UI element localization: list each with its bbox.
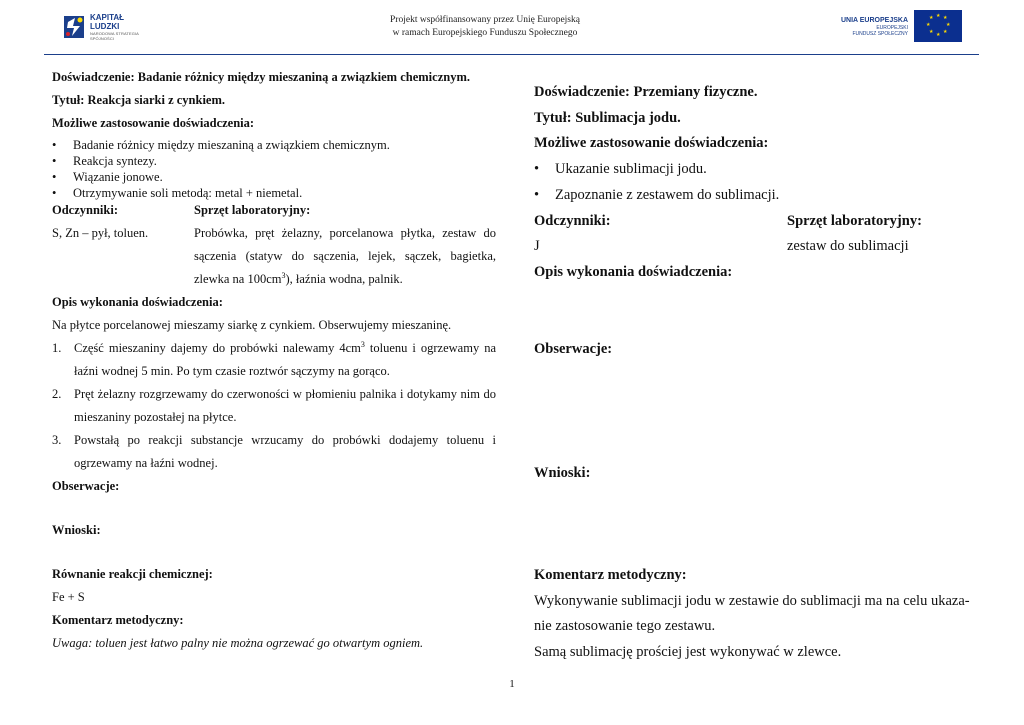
eu-flag-icon: ★ ★ ★ ★ ★ ★ ★ ★ bbox=[914, 10, 962, 42]
eu-fund-line-1: EUROPEJSKI bbox=[876, 24, 908, 31]
kapital-ludzki-star-icon bbox=[64, 14, 86, 40]
left-comment-heading: Komentarz metodyczny: bbox=[52, 613, 184, 627]
list-item: • Reakcja syntezy. bbox=[52, 153, 496, 169]
header-divider bbox=[44, 54, 979, 55]
eu-logo bbox=[841, 10, 962, 42]
kapital-ludzki-logo bbox=[64, 12, 154, 42]
left-reagents: S, Zn – pył, toluen. bbox=[52, 226, 149, 240]
right-experiment-name: Doświadczenie: Przemiany fizyczne. bbox=[534, 84, 758, 100]
right-observations-heading: Obserwacje: bbox=[534, 340, 613, 357]
header-line-2: w ramach Europejskiego Funduszu Społecznego bbox=[392, 28, 578, 38]
list-item: • Wiązanie jonowe. bbox=[52, 169, 496, 185]
header-line-1: Projekt współfinansowany przez Unię Europejską bbox=[390, 15, 580, 25]
left-equation-heading: Równanie reakcji chemicznej: bbox=[52, 567, 213, 581]
left-procedure-heading: Opis wykonania doświadczenia: bbox=[52, 295, 223, 309]
left-materials-table bbox=[52, 199, 496, 291]
list-item: • Otrzymywanie soli metodą: metal + niemetal. bbox=[52, 185, 496, 201]
page-number: 1 bbox=[509, 678, 515, 690]
left-procedure-intro: Na płytce porcelanowej mieszamy siarkę z cynkiem. Obserwujemy mieszaninę. bbox=[52, 318, 452, 332]
list-item: 3. Powstałą po reakcji substancje wrzucamy do probówki dodajemy toluenu i ogrzewamy na łaźni wodnej. bbox=[52, 433, 496, 470]
right-experiment-column bbox=[534, 80, 978, 666]
left-equation: Fe + S bbox=[52, 590, 85, 604]
list-item: 2. Pręt żelazny rozgrzewamy do czerwoności w płomieniu palnika i dotykamy nim do mieszaniny pozostałej na płytce. bbox=[52, 387, 496, 424]
page-header bbox=[0, 0, 1024, 56]
right-materials-table bbox=[534, 209, 978, 260]
right-equipment: zestaw do sublimacji bbox=[787, 238, 909, 255]
left-applications-list bbox=[52, 137, 496, 201]
list-item: • Badanie różnicy między mieszaniną a związkiem chemicznym. bbox=[52, 137, 496, 153]
right-comment-line-3: Samą sublimację prościej jest wykonywać w zlewce. bbox=[534, 644, 842, 661]
left-experiment-name: Doświadczenie: Badanie różnicy między mieszaniną a związkiem chemicznym. bbox=[52, 70, 470, 84]
left-applications-heading: Możliwe zastosowanie doświadczenia: bbox=[52, 116, 255, 130]
left-comment: Uwaga: toluen jest łatwo palny nie można ogrzewać go otwartym ogniem. bbox=[52, 636, 424, 650]
right-reagents: J bbox=[534, 238, 540, 255]
right-equipment-heading: Sprzęt laboratoryjny: bbox=[787, 212, 922, 229]
kapital-ludzki-subtitle: NARODOWA STRATEGIA SPÓJNOŚCI bbox=[90, 31, 139, 41]
right-reagents-heading: Odczynniki: bbox=[534, 212, 611, 229]
right-comment-heading: Komentarz metodyczny: bbox=[534, 567, 687, 584]
kapital-ludzki-title: KAPITAŁ LUDZKI bbox=[90, 13, 125, 31]
left-equipment: Probówka, pręt żelazny, porcelanowa płytka, zestaw do sączenia (statyw do sączenia, lejek, sączek, bagietka, zlewka na $100cm^3$), łaźnia wodna, palnik. bbox=[194, 226, 496, 286]
right-applications-list bbox=[534, 157, 978, 208]
list-item: • Zapoznanie z zestawem do sublimacji. bbox=[534, 183, 978, 209]
list-item: • Ukazanie sublimacji jodu. bbox=[534, 157, 978, 183]
left-procedure-steps bbox=[52, 337, 496, 475]
list-item: 1. Część mieszaniny dajemy do probówki nalewamy $4cm^3$ toluenu i ogrzewamy na łaźni wodnej 5 min. Po tym czasie roztwór sączymy na gorąco. bbox=[52, 339, 496, 378]
eu-fund-line-2: FUNDUSZ SPOŁECZNY bbox=[852, 30, 908, 37]
left-reagents-heading: Odczynniki: bbox=[52, 203, 118, 217]
left-title: Tytuł: Reakcja siarki z cynkiem. bbox=[52, 93, 226, 107]
eu-title: UNIA EUROPEJSKA bbox=[840, 16, 908, 24]
right-title: Tytuł: Sublimacja jodu. bbox=[534, 109, 681, 126]
left-conclusions-heading: Wnioski: bbox=[52, 523, 101, 537]
right-comment-line-1: Wykonywanie sublimacji jodu w zestawie do sublimacji ma na celu ukaza- bbox=[534, 592, 970, 609]
left-experiment-column bbox=[52, 66, 496, 655]
right-conclusions-heading: Wnioski: bbox=[534, 465, 591, 482]
header-project-note bbox=[350, 14, 620, 40]
left-equipment-heading: Sprzęt laboratoryjny: bbox=[194, 203, 311, 217]
right-applications-heading: Możliwe zastosowanie doświadczenia: bbox=[534, 135, 769, 152]
right-procedure-heading: Opis wykonania doświadczenia: bbox=[534, 263, 733, 280]
left-observations-heading: Obserwacje: bbox=[52, 479, 120, 493]
right-comment-line-2: nie zastosowanie tego zestawu. bbox=[534, 618, 716, 635]
